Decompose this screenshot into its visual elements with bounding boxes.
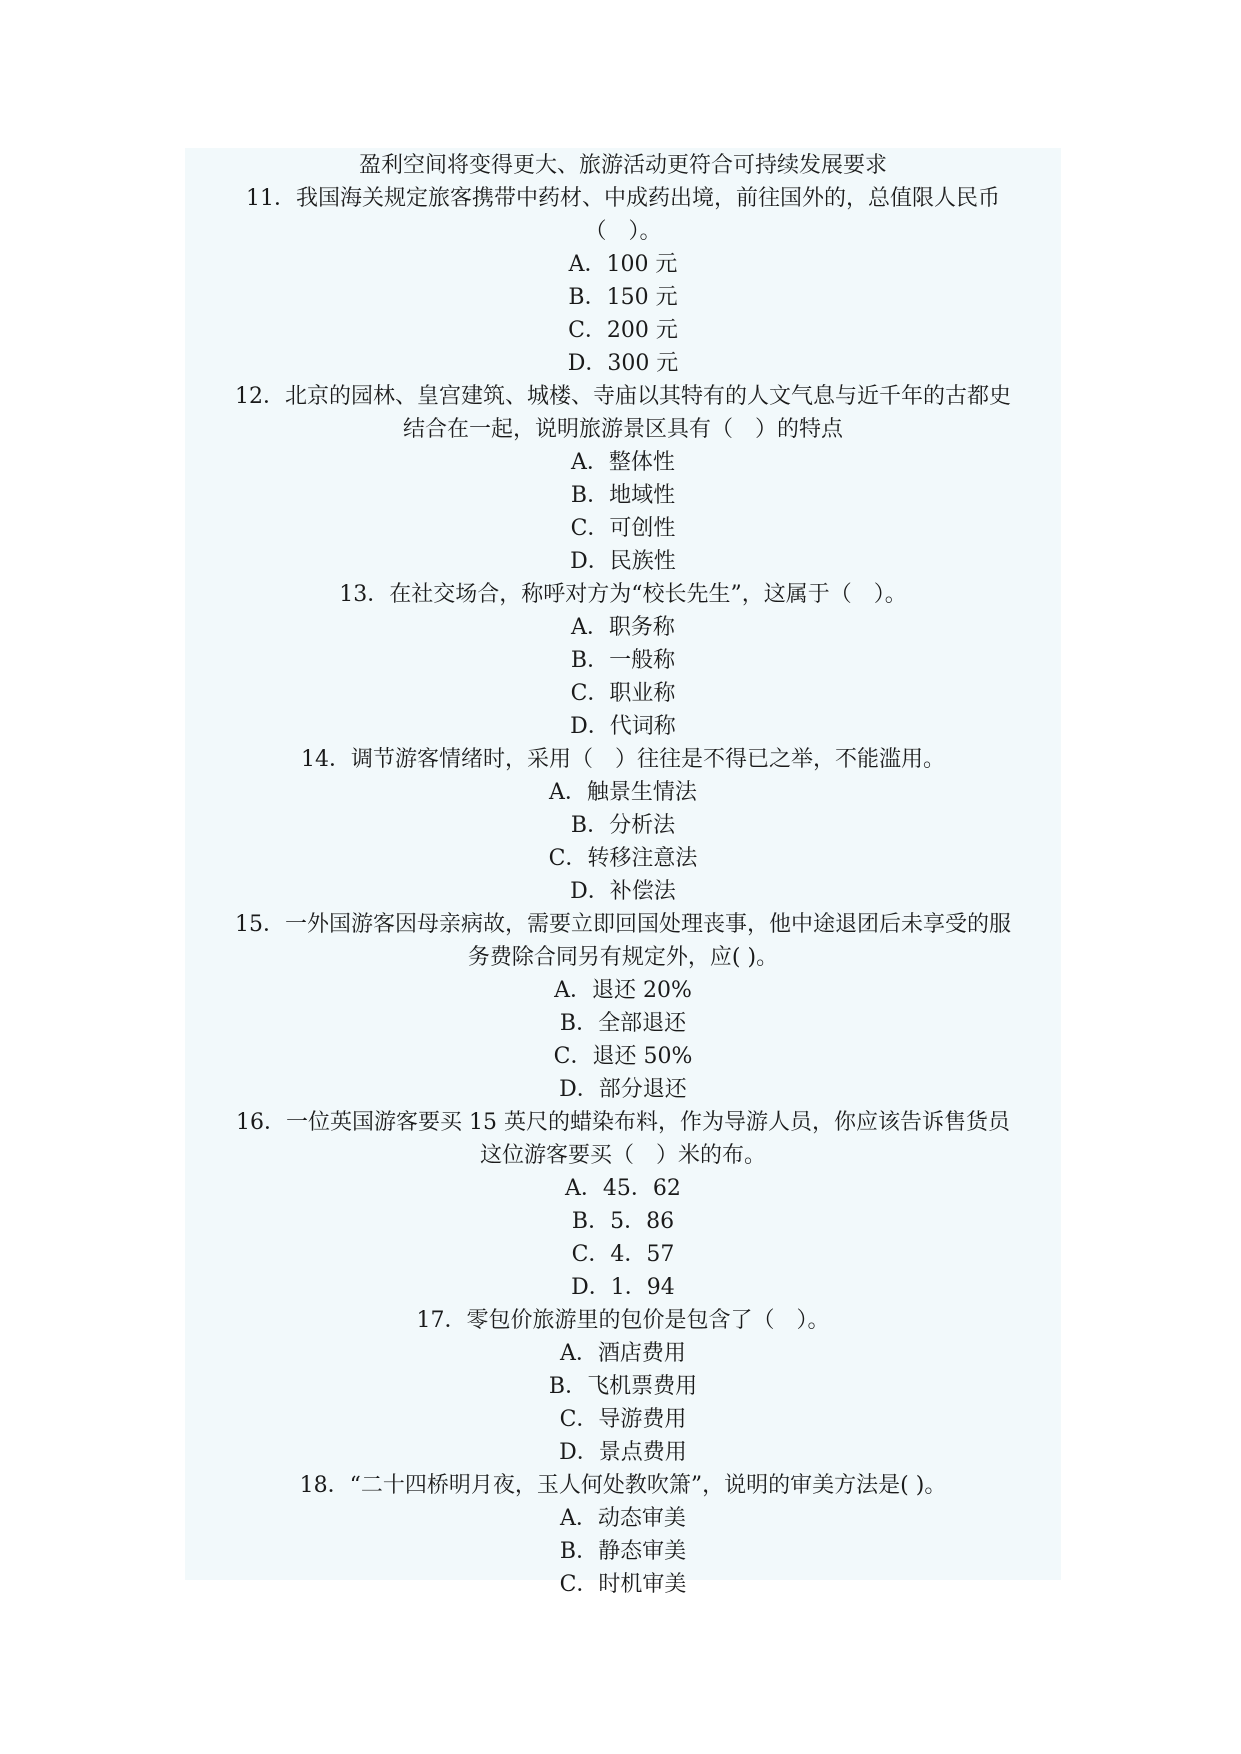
question-16-option-b: B．5．86 (571, 1209, 675, 1234)
question-15-option-d: D．部分退还 (559, 1077, 687, 1102)
question-13-option-d: D．代词称 (570, 714, 676, 739)
question-11-option-c: C．200 元 (568, 318, 678, 343)
question-16-text: 16．一位英国游客要买 15 英尺的蜡染布料，作为导游人员，你应该告诉售货员 (236, 1110, 1010, 1135)
question-14-option-b: B．分析法 (570, 813, 676, 838)
question-11-text: 11．我国海关规定旅客携带中药材、中成药出境，前往国外的，总值限人民币 (246, 186, 1000, 211)
question-12-text-cont: 结合在一起，说明旅游景区具有（ ）的特点 (402, 417, 843, 442)
question-18-option-c: C．时机审美 (559, 1572, 687, 1597)
question-16-option-c: C．4．57 (571, 1242, 675, 1267)
question-13-option-b: B．一般称 (570, 648, 676, 673)
question-14-text: 14．调节游客情绪时，采用（ ）往往是不得已之举，不能滥用。 (301, 747, 945, 772)
question-18-option-b: B．静态审美 (559, 1539, 687, 1564)
question-11-option-a: A．100 元 (568, 252, 678, 277)
question-16-option-a: A．45．62 (565, 1176, 681, 1201)
question-17-option-d: D．景点费用 (559, 1440, 687, 1465)
question-14-option-c: C．转移注意法 (548, 846, 698, 871)
question-12-option-c: C．可创性 (570, 516, 676, 541)
question-17-option-b: B．飞机票费用 (548, 1374, 698, 1399)
question-13-text: 13．在社交场合，称呼对方为“校长先生”，这属于（ ）。 (339, 582, 907, 607)
question-15-text: 15．一外国游客因母亲病故，需要立即回国处理丧事，他中途退团后未享受的服 (235, 912, 1011, 937)
question-12-option-b: B．地域性 (570, 483, 676, 508)
question-18-option-a: A．动态审美 (560, 1506, 686, 1531)
question-12-text: 12．北京的园林、皇宫建筑、城楼、寺庙以其特有的人文气息与近千年的古都史 (235, 384, 1011, 409)
question-13-option-a: A．职务称 (571, 615, 675, 640)
question-15-text-cont: 务费除合同另有规定外，应( )。 (467, 945, 779, 970)
question-11-option-d: D．300 元 (567, 351, 679, 376)
question-12-option-d: D．民族性 (570, 549, 676, 574)
question-11-text-cont: （ ）。 (584, 219, 662, 244)
question-16-text-cont: 这位游客要买（ ）米的布。 (479, 1143, 766, 1168)
question-14-option-d: D．补偿法 (570, 879, 676, 904)
question-15-option-b: B．全部退还 (559, 1011, 687, 1036)
question-14-option-a: A．触景生情法 (549, 780, 697, 805)
question-12-option-a: A．整体性 (571, 450, 675, 475)
question-15-option-c: C．退还 50% (553, 1044, 693, 1069)
question-17-text: 17．零包价旅游里的包价是包含了（ ）。 (416, 1308, 830, 1333)
question-13-option-c: C．职业称 (570, 681, 676, 706)
question-16-option-d: D．1．94 (571, 1275, 675, 1300)
text-line-continuation: 盈利空间将变得更大、旅游活动更符合可持续发展要求 (358, 153, 887, 178)
question-17-option-c: C．导游费用 (559, 1407, 687, 1432)
question-18-text: 18．“二十四桥明月夜，玉人何处教吹箫”，说明的审美方法是( )。 (299, 1473, 947, 1498)
question-17-option-a: A．酒店费用 (560, 1341, 686, 1366)
question-15-option-a: A．退还 20% (554, 978, 692, 1003)
document-content (185, 148, 1061, 1597)
question-11-option-b: B．150 元 (568, 285, 678, 310)
